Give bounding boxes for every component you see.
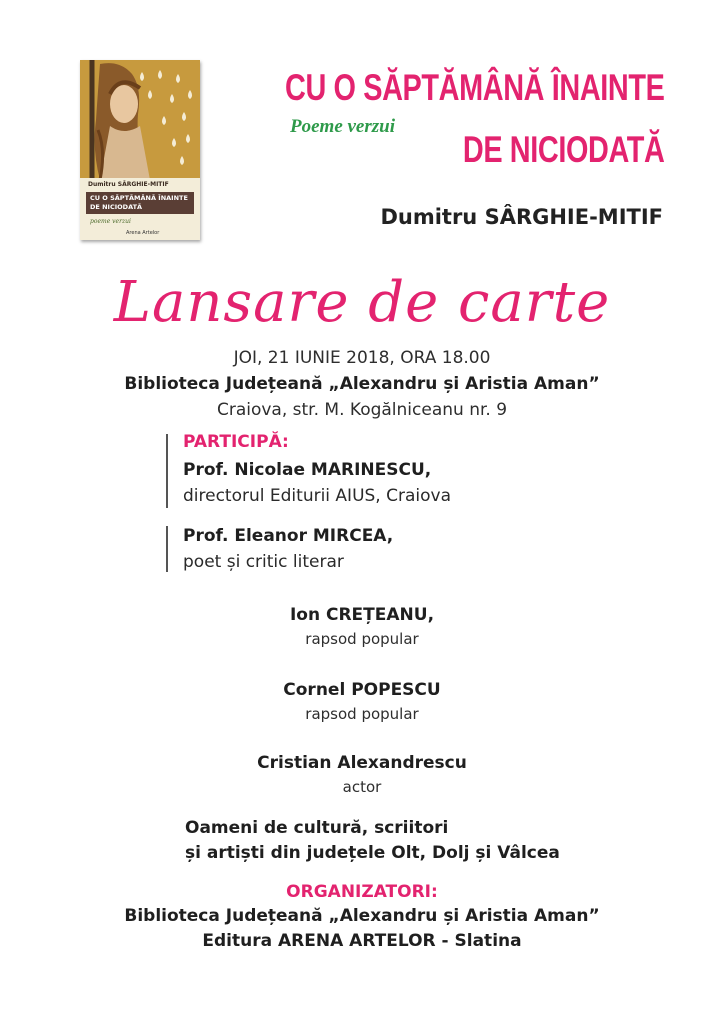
participants-divider: [166, 434, 168, 508]
event-datetime: JOI, 21 IUNIE 2018, ORA 18.00: [233, 348, 491, 368]
participant-2-role: poet și critic literar: [183, 552, 344, 572]
organizer-1: Biblioteca Județeană „Alexandru și Aristia Aman”: [124, 906, 600, 926]
organizer-2: Editura ARENA ARTELOR - Slatina: [202, 931, 522, 951]
book-title-line1: CU O SĂPTĂMÂNĂ ÎNAINTE: [284, 67, 664, 108]
cover-subtitle: poeme verzui: [90, 218, 131, 225]
event-venue: Biblioteca Județeană „Alexandru și Aristia Aman”: [124, 374, 600, 394]
event-address: Craiova, str. M. Kogălniceanu nr. 9: [216, 400, 508, 420]
participant-3-role: rapsod popular: [305, 630, 419, 648]
participant-3-name: Ion CREȚEANU,: [289, 605, 435, 625]
participant-4-role: rapsod popular: [305, 705, 419, 723]
book-cover-image: [80, 60, 200, 240]
participant-5-name: Cristian Alexandrescu: [257, 753, 467, 773]
participants-divider-2: [166, 526, 168, 572]
cover-publisher: Arena Artelor: [126, 230, 160, 236]
event-headline: Lansare de carte: [113, 270, 611, 335]
organizers-label: ORGANIZATORI:: [286, 882, 438, 902]
participant-4-name: Cornel POPESCU: [283, 680, 441, 700]
book-subtitle: Poeme verzui: [290, 116, 396, 137]
cover-illustration: [80, 60, 200, 180]
book-title-line2: DE NICIODATĂ: [462, 129, 664, 170]
participant-1-role: directorul Editurii AIUS, Craiova: [183, 486, 451, 506]
participant-1-name: Prof. Nicolae MARINESCU,: [183, 460, 432, 480]
cover-title: CU O SĂPTĂMÂNĂ ÎNAINTE DE NICIODATĂ: [90, 194, 188, 211]
participant-2-name: Prof. Eleanor MIRCEA,: [183, 526, 394, 546]
participants-label: PARTICIPĂ:: [183, 432, 289, 452]
others-line1: Oameni de cultură, scriitori: [185, 818, 449, 838]
book-author: Dumitru SÂRGHIE-MITIF: [380, 205, 663, 229]
others-line2: și artiști din județele Olt, Dolj și Vâlcea: [185, 843, 560, 863]
participant-5-role: actor: [342, 778, 382, 796]
cover-author: Dumitru SÂRGHIE-MITIF: [88, 181, 169, 188]
